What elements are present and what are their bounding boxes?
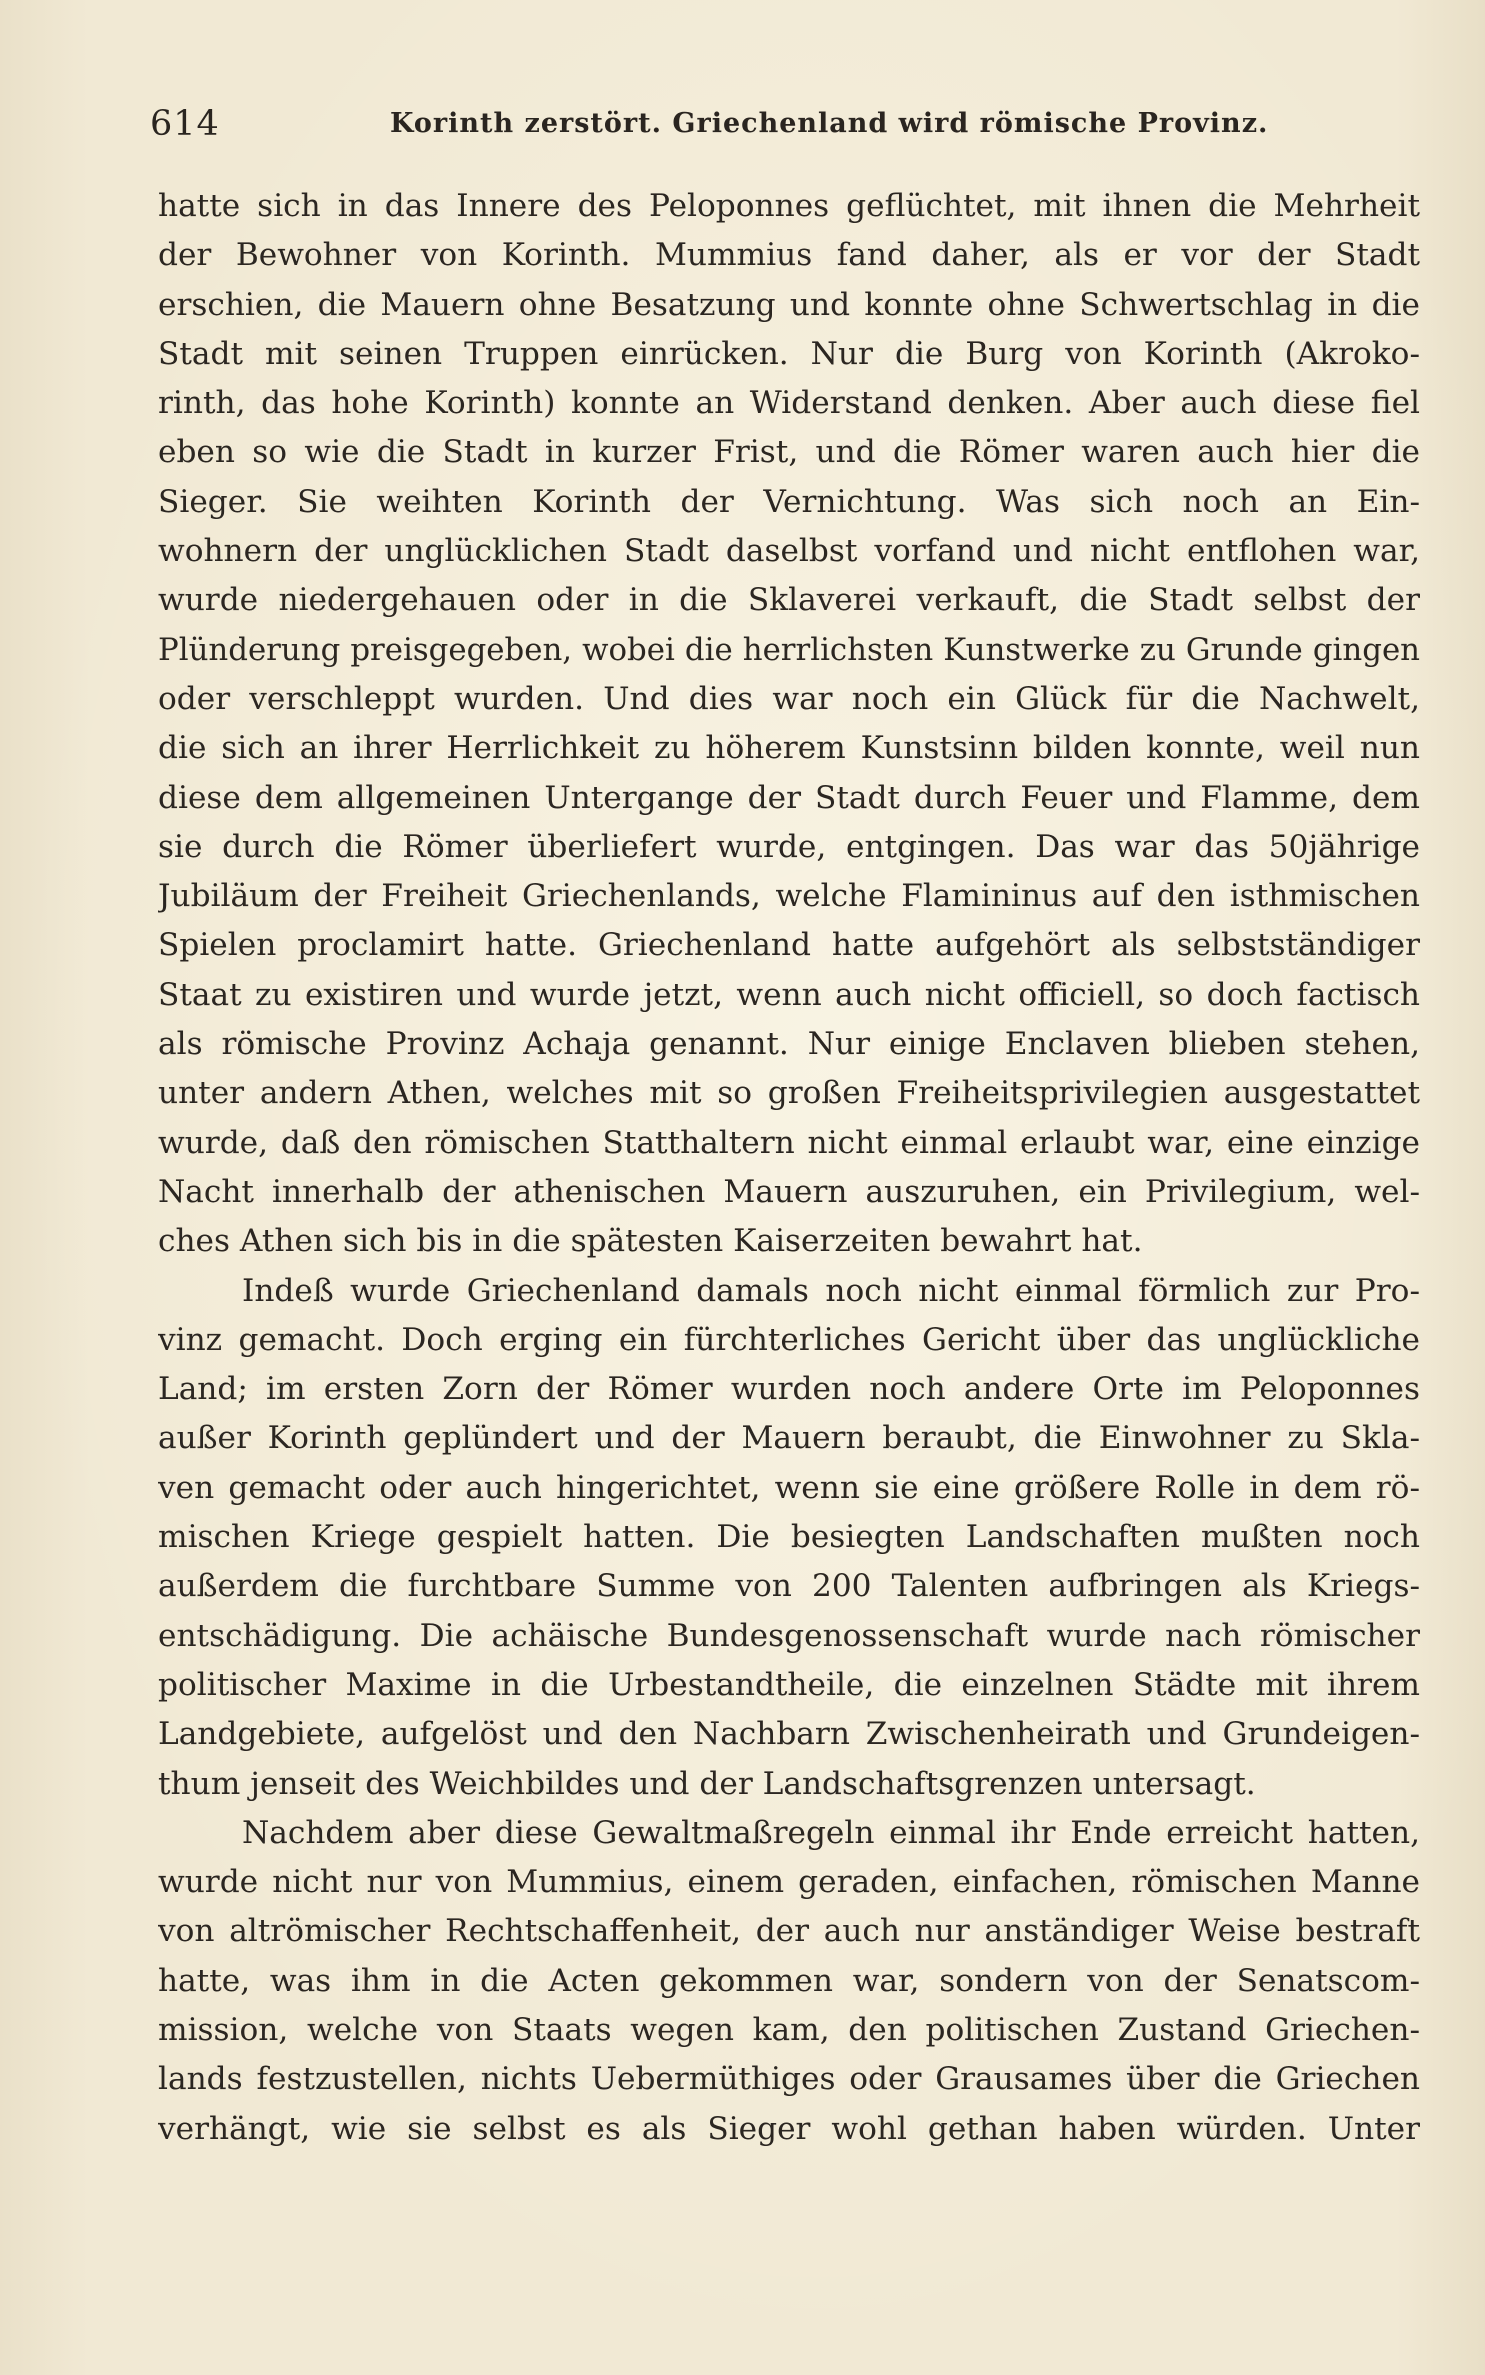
text-line: wurde, daß den römischen Statthaltern nicht einmal erlaubt war, eine einzige bbox=[158, 1124, 1420, 1161]
text-line: unter andern Athen, welches mit so großen Freiheitsprivilegien ausgestattet bbox=[158, 1075, 1420, 1112]
text-line: oder verschleppt wurden. Und dies war noch ein Glück für die Nachwelt, bbox=[158, 680, 1420, 717]
text-line: Jubiläum der Freiheit Griechenlands, welche Flamininus auf den isthmischen bbox=[158, 878, 1420, 915]
text-line: thum jenseit des Weichbildes und der Landschaftsgrenzen untersagt. bbox=[158, 1765, 1256, 1802]
text-line: hatte sich in das Innere des Peloponnes geflüchtet, mit ihnen die Mehrheit bbox=[158, 188, 1420, 224]
text-line: Staat zu existiren und wurde jetzt, wenn auch nicht officiell, so doch factisch bbox=[158, 976, 1420, 1013]
text-line: Nacht innerhalb der athenischen Mauern auszuruhen, ein Privilegium, wel- bbox=[158, 1173, 1420, 1210]
text-line: eben so wie die Stadt in kurzer Frist, und die Römer waren auch hier die bbox=[158, 434, 1420, 471]
body-text bbox=[158, 182, 1420, 2154]
text-line: die sich an ihrer Herrlichkeit zu höherem Kunstsinn bilden konnte, weil nun bbox=[158, 730, 1420, 767]
page-number: 614 bbox=[150, 104, 220, 144]
text-line: Landgebiete, aufgelöst und den Nachbarn Zwischenheirath und Grundeigen- bbox=[158, 1716, 1420, 1753]
page-header bbox=[150, 96, 1420, 156]
text-line: wurde nicht nur von Mummius, einem geraden, einfachen, römischen Manne bbox=[158, 1864, 1420, 1901]
text-line: hatte, was ihm in die Acten gekommen war, sondern von der Senatscom- bbox=[158, 1962, 1420, 1999]
text-line: Sieger. Sie weihten Korinth der Vernichtung. Was sich noch an Ein- bbox=[158, 483, 1420, 520]
paragraph bbox=[158, 1267, 1420, 1809]
text-line: vinz gemacht. Doch erging ein fürchterliches Gericht über das unglückliche bbox=[158, 1321, 1420, 1358]
text-line: Plünderung preisgegeben, wobei die herrlichsten Kunstwerke zu Grunde gingen bbox=[158, 631, 1420, 668]
text-line: wurde niedergehauen oder in die Sklaverei verkauft, die Stadt selbst der bbox=[158, 582, 1420, 619]
text-line: mission, welche von Staats wegen kam, den politischen Zustand Griechen- bbox=[158, 2011, 1420, 2048]
paragraph bbox=[158, 1809, 1420, 2154]
text-line: lands festzustellen, nichts Uebermüthiges oder Grausames über die Griechen bbox=[158, 2061, 1420, 2098]
running-title: Korinth zerstört. Griechenland wird römische Provinz. bbox=[390, 108, 1269, 139]
text-line: Spielen proclamirt hatte. Griechenland hatte aufgehört als selbstständiger bbox=[158, 927, 1420, 964]
text-line: verhängt, wie sie selbst es als Sieger wohl gethan haben würden. Unter bbox=[158, 2110, 1420, 2147]
text-line: erschien, die Mauern ohne Besatzung und konnte ohne Schwertschlag in die bbox=[158, 286, 1420, 323]
text-line: außerdem die furchtbare Summe von 200 Talenten aufbringen als Kriegs- bbox=[158, 1568, 1420, 1605]
text-line: mischen Kriege gespielt hatten. Die besiegten Landschaften mußten noch bbox=[158, 1519, 1420, 1556]
text-line: Indeß wurde Griechenland damals noch nicht einmal förmlich zur Pro- bbox=[242, 1272, 1420, 1309]
text-line: politischer Maxime in die Urbestandtheile, die einzelnen Städte mit ihrem bbox=[158, 1666, 1420, 1703]
text-line: wohnern der unglücklichen Stadt daselbst vorfand und nicht entflohen war, bbox=[158, 533, 1420, 570]
text-line: diese dem allgemeinen Untergange der Stadt durch Feuer und Flamme, dem bbox=[158, 779, 1420, 816]
text-line: Nachdem aber diese Gewaltmaßregeln einmal ihr Ende erreicht hatten, bbox=[242, 1814, 1420, 1851]
text-line: sie durch die Römer überliefert wurde, entgingen. Das war das 50jährige bbox=[158, 828, 1420, 865]
text-line: Land; im ersten Zorn der Römer wurden noch andere Orte im Peloponnes bbox=[158, 1371, 1420, 1408]
text-line: von altrömischer Rechtschaffenheit, der auch nur anständiger Weise bestraft bbox=[158, 1913, 1420, 1950]
text-line: als römische Provinz Achaja genannt. Nur einige Enclaven blieben stehen, bbox=[158, 1026, 1420, 1063]
text-line: der Bewohner von Korinth. Mummius fand daher, als er vor der Stadt bbox=[158, 237, 1420, 274]
text-line: ches Athen sich bis in die spätesten Kaiserzeiten bewahrt hat. bbox=[158, 1223, 1143, 1260]
text-line: außer Korinth geplündert und der Mauern beraubt, die Einwohner zu Skla- bbox=[158, 1420, 1420, 1457]
text-line: entschädigung. Die achäische Bundesgenossenschaft wurde nach römischer bbox=[158, 1617, 1420, 1654]
text-line: rinth, das hohe Korinth) konnte an Widerstand denken. Aber auch diese fiel bbox=[158, 385, 1420, 422]
paragraph bbox=[158, 182, 1420, 1267]
text-line: ven gemacht oder auch hingerichtet, wenn sie eine größere Rolle in dem rö- bbox=[158, 1469, 1420, 1506]
text-line: Stadt mit seinen Truppen einrücken. Nur die Burg von Korinth (Akroko- bbox=[158, 335, 1420, 372]
